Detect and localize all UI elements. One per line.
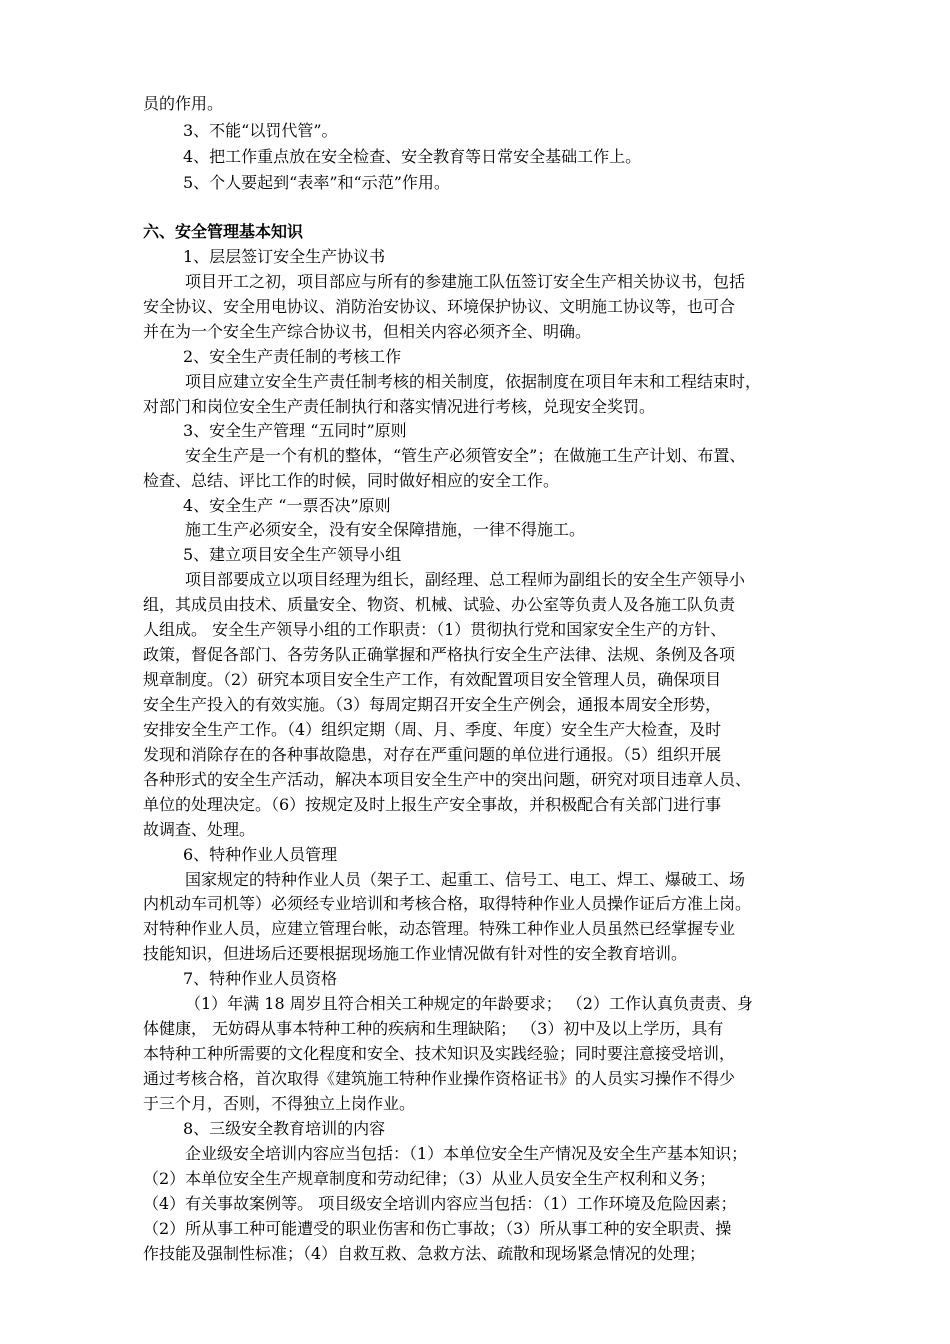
paragraph-line: 发现和消除存在的各种事故隐患，对存在严重问题的单位进行通报。（5）组织开展 bbox=[143, 745, 722, 764]
paragraph-line: 规章制度。（2）研究本项目安全生产工作，有效配置项目安全管理人员，确保项目 bbox=[143, 670, 722, 689]
item-heading: 8、三级安全教育培训的内容 bbox=[183, 1119, 386, 1138]
paragraph-line: （4）有关事故案例等。 项目级安全培训内容应当包括：（1）工作环境及危险因素； bbox=[143, 1194, 737, 1213]
item-heading: 1、层层签订安全生产协议书 bbox=[183, 247, 386, 266]
paragraph-line: 项目部要成立以项目经理为组长，副经理、总工程师为副组长的安全生产领导小 bbox=[185, 570, 746, 589]
paragraph-line: 员的作用。 bbox=[143, 94, 224, 113]
paragraph-line: 单位的处理决定。（6）按规定及时上报生产安全事故，并积极配合有关部门进行事 bbox=[143, 795, 722, 814]
item-heading: 5、建立项目安全生产领导小组 bbox=[183, 545, 402, 564]
paragraph-line: 对部门和岗位安全生产责任制执行和落实情况进行考核，兑现安全奖罚。 bbox=[143, 397, 656, 416]
paragraph-line: （2）所从事工种可能遭受的职业伤害和伤亡事故；（3）所从事工种的安全职责、操 bbox=[143, 1219, 732, 1238]
paragraph-line: 施工生产必须安全，没有安全保障措施，一律不得施工。 bbox=[185, 520, 586, 539]
paragraph-line: 作技能及强制性标准；（4）自救互救、急救方法、疏散和现场紧急情况的处理； bbox=[143, 1244, 706, 1263]
paragraph-line: 安排安全生产工作。（4）组织定期（周、月、季度、年度）安全生产大检查，及时 bbox=[143, 720, 722, 739]
paragraph-line: 安全协议、安全用电协议、消防治安协议、环境保护协议、文明施工协议等，也可合 bbox=[143, 297, 736, 316]
paragraph-line: 体健康， 无妨碍从事本特种工种的疾病和生理缺陷； （3）初中及以上学历，具有 bbox=[143, 1019, 724, 1038]
paragraph-line: 通过考核合格，首次取得《建筑施工特种作业操作资格证书》的人员实习操作不得少 bbox=[143, 1069, 736, 1088]
paragraph-line: 项目应建立安全生产责任制考核的相关制度，依据制度在项目年末和工程结束时， bbox=[185, 372, 762, 391]
paragraph-line: 企业级安全培训内容应当包括：（1）本单位安全生产情况及安全生产基本知识； bbox=[185, 1144, 748, 1163]
paragraph-line: （1）年满 18 周岁且符合相关工种规定的年龄要求； （2）工作认真负责责、身 bbox=[185, 994, 753, 1013]
paragraph-line: 本特种工种所需要的文化程度和安全、技术知识及实践经验；同时要注意接受培训， bbox=[143, 1044, 736, 1063]
paragraph-line: 政策，督促各部门、各劳务队正确掌握和严格执行安全生产法律、法规、条例及各项 bbox=[143, 645, 736, 664]
paragraph-line: 国家规定的特种作业人员（架子工、起重工、信号工、电工、焊工、爆破工、场 bbox=[185, 870, 746, 889]
paragraph-line: 技能知识，但进场后还要根据现场施工作业情况做有针对性的安全教育培训。 bbox=[143, 944, 688, 963]
paragraph-line: 对特种作业人员，应建立管理台帐，动态管理。特殊工种作业人员虽然已经掌握专业 bbox=[143, 919, 736, 938]
list-item: 4、把工作重点放在安全检查、安全教育等日常安全基础工作上。 bbox=[183, 147, 642, 166]
list-item: 5、个人要起到“表率”和“示范”作用。 bbox=[183, 173, 450, 192]
paragraph-line: （2）本单位安全生产规章制度和劳动纪律；（3）从业人员安全生产权利和义务； bbox=[143, 1169, 716, 1188]
item-heading: 6、特种作业人员管理 bbox=[183, 845, 338, 864]
paragraph-line: 故调查、处理。 bbox=[143, 820, 256, 839]
paragraph-line: 检查、总结、评比工作的时候，同时做好相应的安全工作。 bbox=[143, 471, 560, 490]
item-heading: 7、特种作业人员资格 bbox=[183, 969, 338, 988]
paragraph-line: 内机动车司机等）必须经专业培训和考核合格，取得特种作业人员操作证后方准上岗。 bbox=[143, 894, 752, 913]
paragraph-line: 并在为一个安全生产综合协议书，但相关内容必须齐全、明确。 bbox=[143, 322, 592, 341]
paragraph-line: 各种形式的安全生产活动，解决本项目安全生产中的突出问题，研究对项目违章人员、 bbox=[143, 770, 752, 789]
section-title: 六、安全管理基本知识 bbox=[143, 222, 304, 241]
paragraph-line: 于三个月，否则，不得独立上岗作业。 bbox=[143, 1094, 416, 1113]
item-heading: 4、安全生产 “一票否决”原则 bbox=[183, 496, 391, 515]
paragraph-line: 人组成。 安全生产领导小组的工作职责：（1）贯彻执行党和国家安全生产的方针、 bbox=[143, 620, 727, 639]
paragraph-line: 安全生产投入的有效实施。（3）每周定期召开安全生产例会，通报本周安全形势， bbox=[143, 695, 722, 714]
paragraph-line: 安全生产是一个有机的整体，“管生产必须管安全”；在做施工生产计划、布置、 bbox=[185, 446, 746, 465]
list-item: 3、不能“以罚代管”。 bbox=[183, 121, 338, 140]
item-heading: 2、安全生产责任制的考核工作 bbox=[183, 347, 402, 366]
item-heading: 3、安全生产管理 “五同时”原则 bbox=[183, 421, 407, 440]
paragraph-line: 组，其成员由技术、质量安全、物资、机械、试验、办公室等负责人及各施工队负责 bbox=[143, 595, 736, 614]
paragraph-line: 项目开工之初，项目部应与所有的参建施工队伍签订安全生产相关协议书，包括 bbox=[185, 272, 746, 291]
